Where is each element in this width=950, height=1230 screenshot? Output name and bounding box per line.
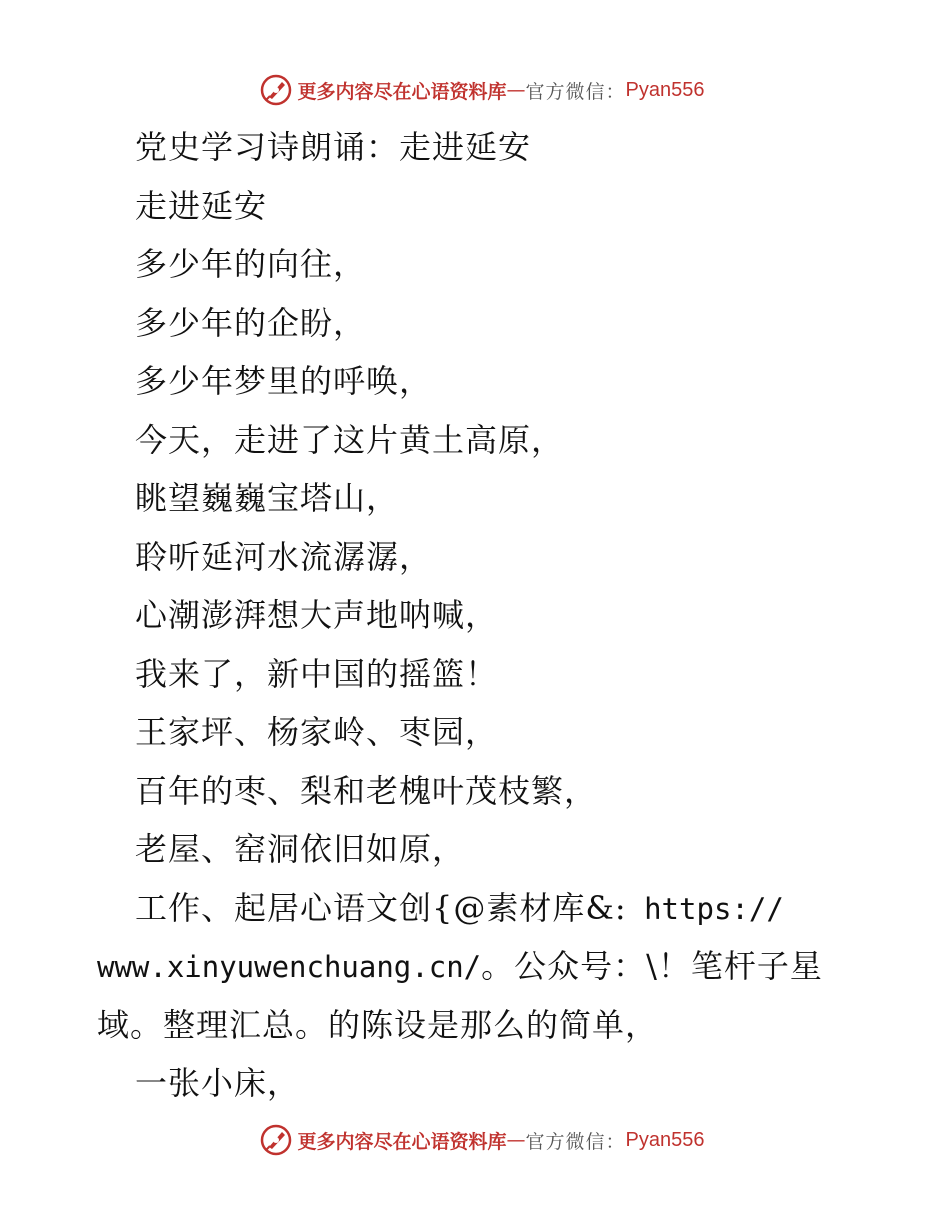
poem-line: 眺望巍巍宝塔山， bbox=[135, 479, 400, 517]
quill-logo-icon bbox=[260, 74, 292, 106]
poem-line: 多少年的企盼， bbox=[135, 303, 367, 342]
header-wechat-id: Pyan556 bbox=[625, 78, 705, 101]
poem-line: 多少年梦里的呼唤， bbox=[135, 362, 433, 400]
paragraph-line: 域。整理汇总。的陈设是那么的简单， bbox=[97, 1005, 659, 1044]
poem-line: 心潮澎湃想大声地呐喊， bbox=[135, 596, 499, 634]
paragraph-text: 工作、起居心语文创{@素材库&: bbox=[135, 888, 627, 927]
poem-line: 王家坪、杨家岭、枣园， bbox=[135, 713, 499, 751]
header-banner bbox=[0, 70, 950, 110]
header-banner-text: 更多内容尽在心语资料库 bbox=[297, 80, 507, 103]
poem-line: 百年的枣、梨和老槐叶茂枝繁， bbox=[135, 771, 598, 810]
document-title: 党史学习诗朗诵：走进延安 bbox=[135, 128, 532, 166]
poem-line: 一张小床， bbox=[135, 1064, 301, 1102]
poem-line: 聆听延河水流潺潺， bbox=[135, 537, 433, 576]
footer-banner bbox=[0, 1120, 950, 1160]
quill-logo-icon bbox=[260, 1124, 292, 1156]
footer-banner-separator: — bbox=[506, 1129, 526, 1151]
poem-line: 多少年的向往， bbox=[135, 245, 367, 283]
header-official-label: 官方微信： bbox=[525, 80, 626, 103]
footer-wechat-id: Pyan556 bbox=[625, 1128, 705, 1151]
footer-banner-text: 更多内容尽在心语资料库 bbox=[297, 1130, 507, 1153]
document-body bbox=[97, 118, 837, 1113]
paragraph-text: 。公众号：\！笔杆子星 bbox=[481, 947, 823, 985]
poem-line: 走进延安 bbox=[135, 186, 268, 225]
url-fragment: https:// bbox=[626, 891, 784, 926]
header-banner-separator: — bbox=[506, 79, 526, 101]
paragraph-line bbox=[97, 879, 837, 938]
poem-line: 我来了，新中国的摇篮！ bbox=[135, 654, 499, 693]
paragraph-line bbox=[97, 937, 837, 996]
poem-line: 老屋、窑洞依旧如原， bbox=[135, 830, 466, 868]
url-fragment: www.xinyuwenchuang.cn/ bbox=[97, 950, 482, 984]
poem-line: 今天，走进了这片黄土高原， bbox=[135, 420, 565, 459]
footer-official-label: 官方微信： bbox=[525, 1130, 626, 1153]
